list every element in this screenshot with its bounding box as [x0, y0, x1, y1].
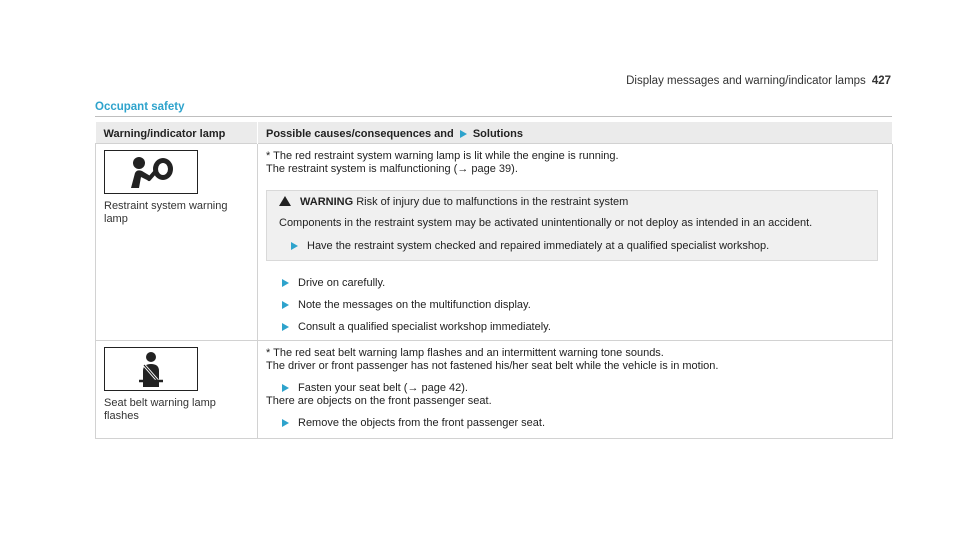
lamp-cell	[96, 341, 258, 439]
arrow-icon	[291, 242, 298, 250]
warning-lamp-table	[95, 122, 893, 439]
warning-text: Components in the restraint system may be activated unintentionally or not deploy as intended in an accident.	[279, 217, 813, 229]
section-title: Occupant safety	[95, 101, 185, 113]
solution-step: Remove the objects from the front passenger seat.	[266, 417, 884, 430]
col-header-lamp: Warning/indicator lamp	[96, 122, 258, 144]
page-number: 427	[871, 75, 891, 87]
arrow-icon	[282, 419, 289, 427]
arrow-icon	[460, 130, 467, 138]
cause-text: The driver or front passenger has not fastened his/her seat belt while the vehicle is in motion.	[266, 360, 719, 372]
page-header	[626, 75, 891, 87]
arrow-icon	[282, 323, 289, 331]
cause-text: * The red seat belt warning lamp flashes and an intermittent warning tone sounds.	[266, 347, 664, 359]
warning-subtitle: Risk of injury due to malfunctions in the restraint system	[356, 196, 629, 208]
solution-step: Fasten your seat belt (→ page 42).	[266, 382, 884, 395]
col-header-causes: Possible causes/consequences and Solutions	[258, 122, 893, 144]
section-divider	[95, 116, 892, 117]
causes-cell	[258, 341, 893, 439]
warning-step: Have the restraint system checked and repaired immediately at a qualified specialist workshop.	[279, 240, 869, 253]
lamp-cell	[96, 144, 258, 341]
arrow-icon	[282, 301, 289, 309]
warning-triangle-icon	[279, 196, 291, 206]
warning-box	[266, 190, 878, 261]
causes-cell	[258, 144, 893, 341]
header-title: Display messages and warning/indicator lamps	[626, 75, 866, 87]
arrow-icon	[282, 279, 289, 287]
cause-text: There are objects on the front passenger seat.	[266, 395, 492, 407]
table-row	[96, 341, 893, 439]
cause-text: * The red restraint system warning lamp is lit while the engine is running.	[266, 150, 619, 162]
airbag-occupant-icon	[104, 150, 198, 194]
solution-step: Drive on carefully.	[266, 277, 884, 290]
warning-title: WARNING	[300, 196, 354, 208]
solution-step: Consult a qualified specialist workshop immediately.	[266, 321, 884, 334]
seat-belt-icon	[104, 347, 198, 391]
arrow-icon	[282, 384, 289, 392]
lamp-label: Seat belt warning lamp flashes	[104, 397, 216, 422]
cause-text: The restraint system is malfunctioning (→ page 39).	[266, 163, 518, 175]
table-row	[96, 144, 893, 341]
solution-step: Note the messages on the multifunction display.	[266, 299, 884, 312]
table-header-row	[96, 122, 893, 144]
lamp-label: Restraint system warning lamp	[104, 200, 228, 225]
